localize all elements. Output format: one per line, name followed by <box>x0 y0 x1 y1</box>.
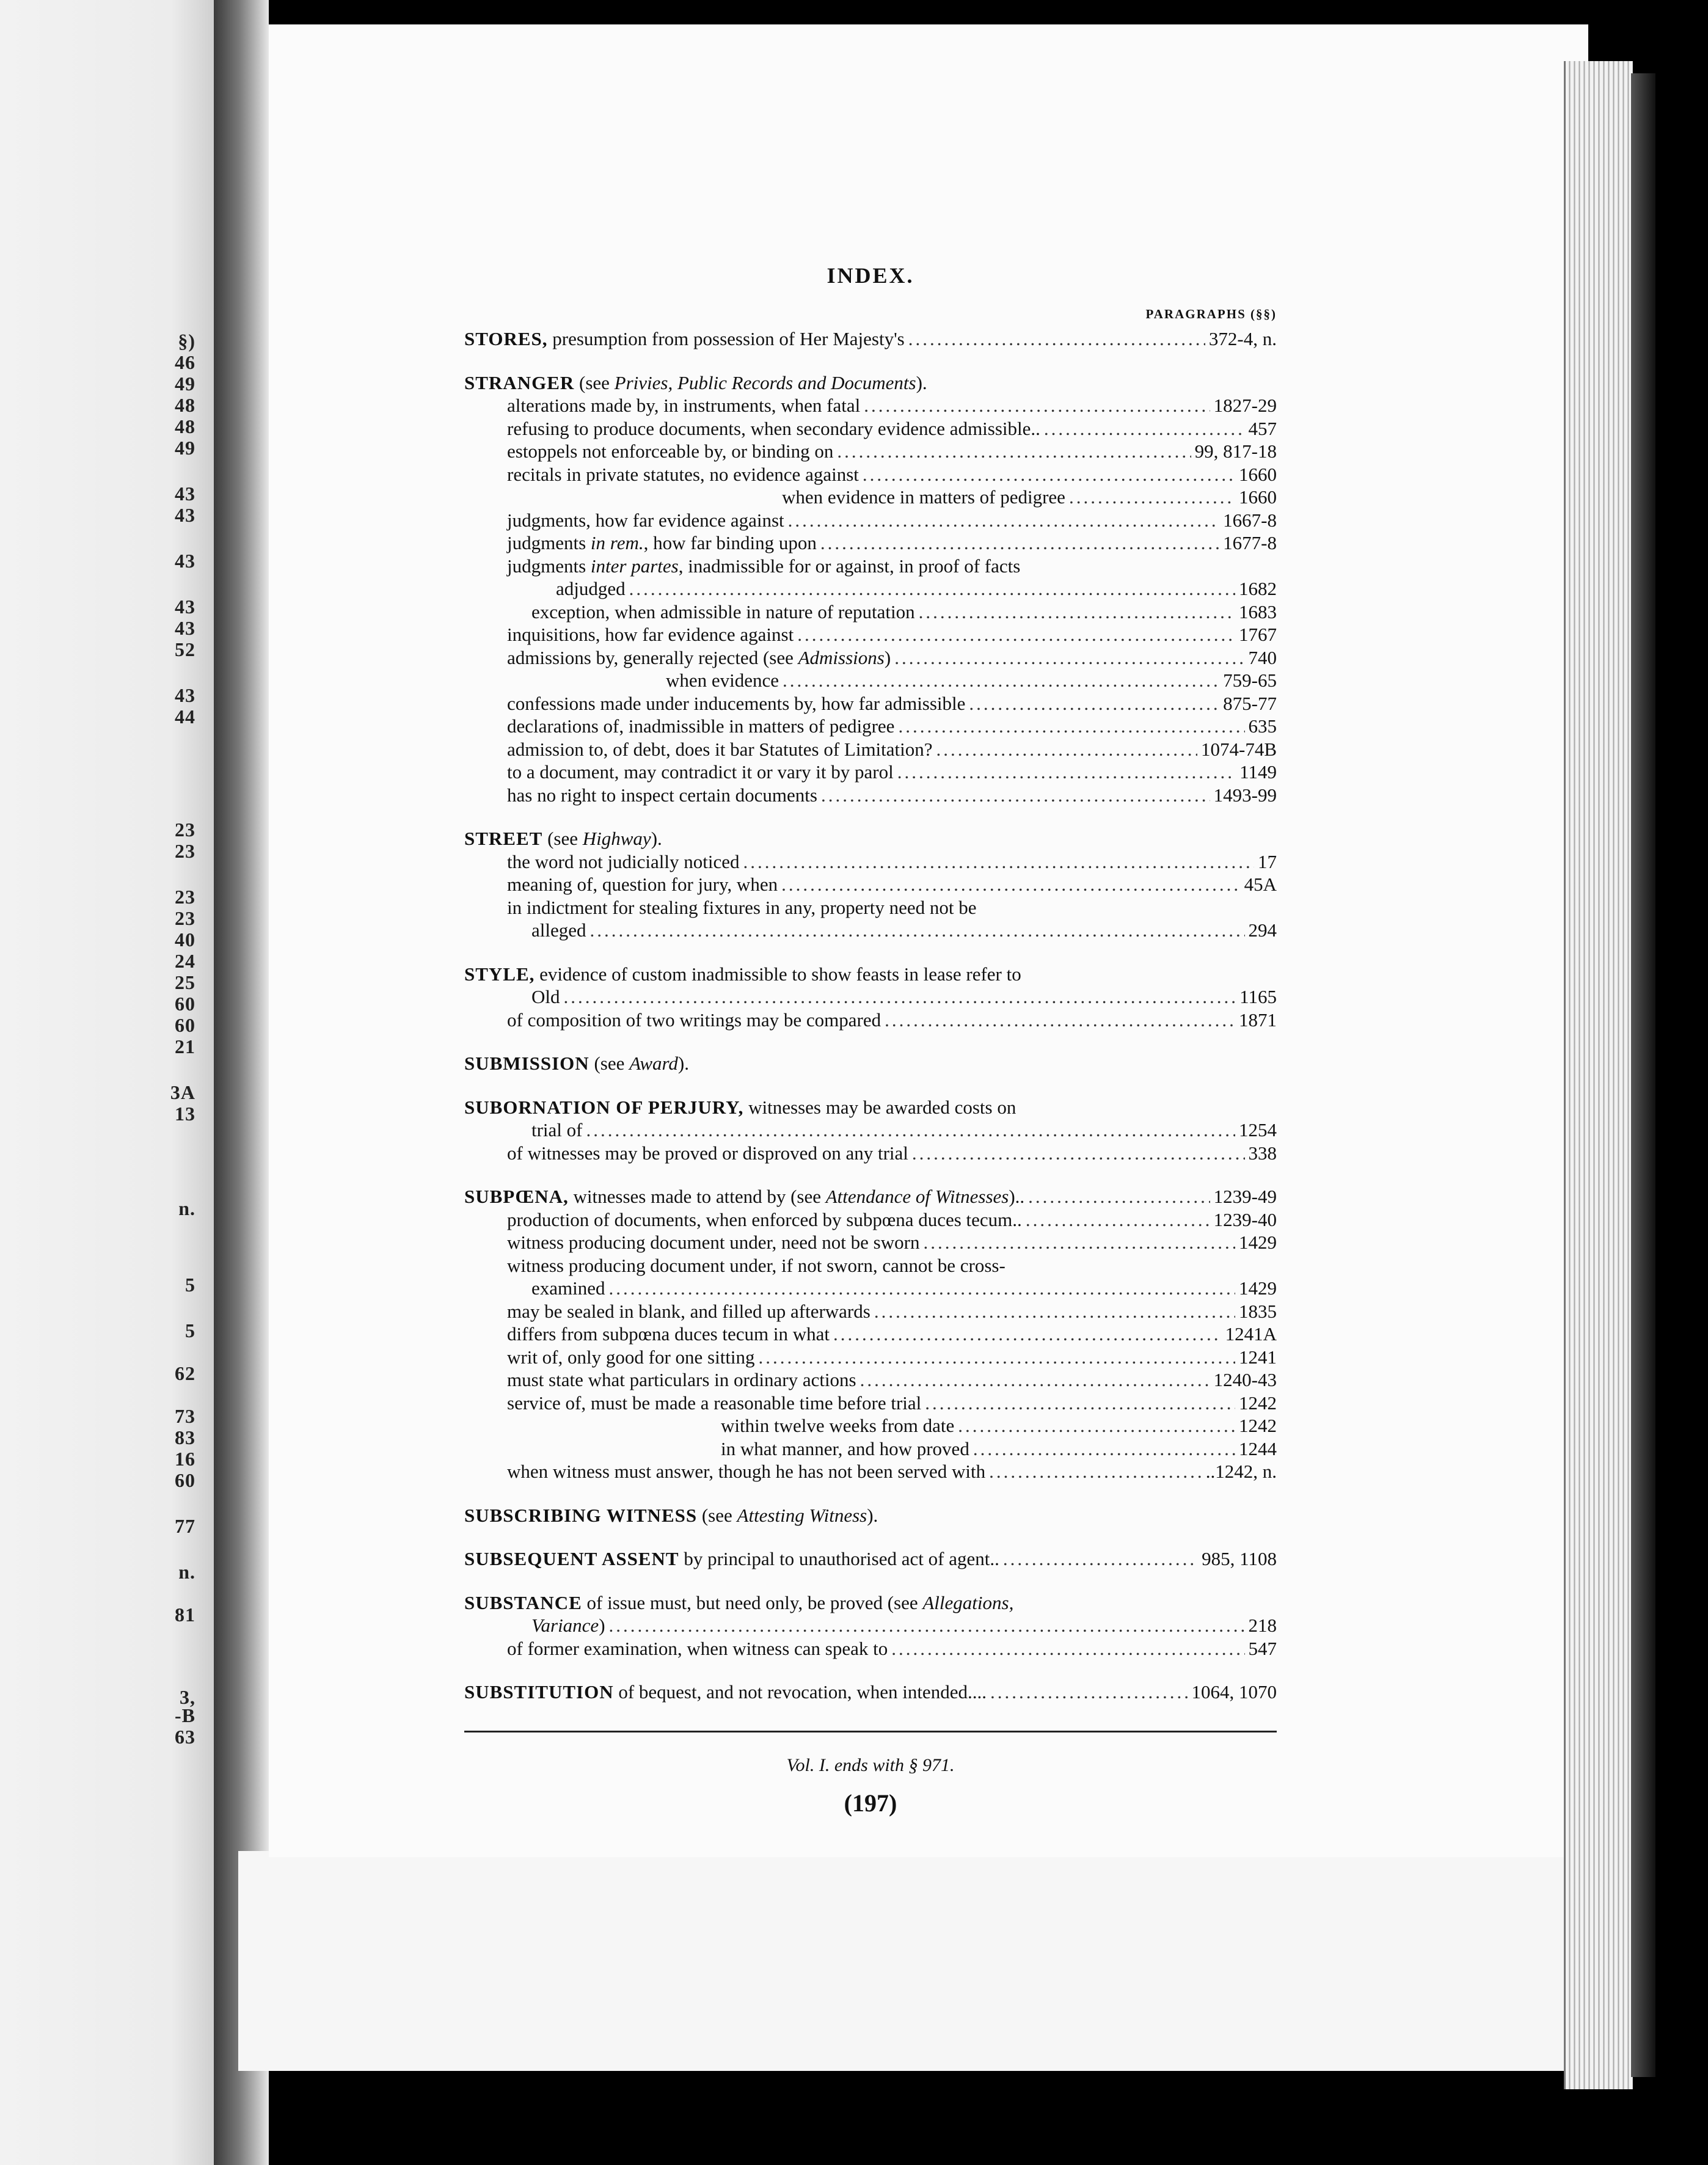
left-page-fragment: 77 <box>175 1515 195 1537</box>
entry-text: witness producing document under, need not be sworn <box>507 1232 920 1253</box>
left-page-fragment: 62 <box>175 1362 195 1384</box>
paragraph-reference: 1871 <box>1239 1009 1277 1031</box>
book-gutter <box>214 0 269 2165</box>
paragraph-reference: 1493-99 <box>1213 784 1277 806</box>
index-entry <box>464 827 1277 942</box>
entry-subline <box>464 1437 1277 1461</box>
paragraph-reference: 457 <box>1248 417 1277 439</box>
paragraph-reference: 1677-8 <box>1223 532 1277 553</box>
dot-leader <box>609 1277 1235 1300</box>
entry-subline <box>464 1346 1277 1369</box>
dot-leader <box>783 669 1219 692</box>
paragraph-reference: 1682 <box>1239 578 1277 599</box>
left-page-fragment: -B <box>175 1704 195 1726</box>
entry-subline <box>464 1231 1277 1254</box>
left-page-fragment: 25 <box>175 971 195 993</box>
entry-subline <box>464 440 1277 463</box>
entry-text: production of documents, when enforced by subpœna duces tecum.. <box>507 1208 1022 1230</box>
entry-subline <box>464 784 1277 807</box>
paragraph-reference: 17 <box>1258 850 1277 872</box>
entry-text: recitals in private statutes, no evidence against <box>507 463 859 485</box>
left-page-fragment: 46 <box>175 351 195 373</box>
entry-subline <box>464 601 1277 624</box>
entry-text: when evidence in matters of pedigree <box>782 486 1065 508</box>
entry-text: SUBSCRIBING WITNESS (see Attesting Witness). <box>464 1504 878 1526</box>
left-page-fragment: 73 <box>175 1405 195 1427</box>
paragraph-reference: 875-77 <box>1223 692 1277 714</box>
dot-leader <box>833 1323 1222 1346</box>
paragraph-reference: 1660 <box>1239 486 1277 508</box>
page-number: (197) <box>844 1789 897 1817</box>
entry-text: admission to, of debt, does it bar Statutes of Limitation? <box>507 738 933 760</box>
entry-subline <box>464 1323 1277 1346</box>
dot-leader <box>891 1637 1244 1660</box>
entry-text: differs from subpœna duces tecum in what <box>507 1323 830 1345</box>
left-page-fragment: 52 <box>175 638 195 660</box>
paragraph-reference: 45A <box>1244 874 1277 895</box>
paragraph-reference: 1667-8 <box>1223 509 1277 531</box>
entry-subline <box>464 850 1277 874</box>
dot-leader <box>936 738 1197 761</box>
entry-subline <box>464 715 1277 738</box>
entry-heading-line <box>464 1547 1277 1571</box>
dot-leader <box>586 1119 1236 1142</box>
entry-subline <box>464 985 1277 1009</box>
index-entry <box>464 371 1277 807</box>
entry-text: Variance) <box>531 1615 605 1636</box>
entry-subline <box>464 486 1277 509</box>
entry-heading-line <box>464 1591 1277 1615</box>
dot-leader <box>923 1231 1235 1254</box>
entry-subline <box>464 1614 1277 1637</box>
entry-text: inquisitions, how far evidence against <box>507 624 794 645</box>
left-page-fragment: §) <box>178 330 195 352</box>
entry-text: STORES, presumption from possession of Her Majesty's <box>464 328 905 349</box>
paragraph-reference: 1827-29 <box>1213 395 1277 416</box>
entry-text: meaning of, question for jury, when <box>507 874 778 895</box>
paragraph-reference: 547 <box>1248 1637 1277 1659</box>
dot-leader <box>908 327 1205 351</box>
index-entry <box>464 327 1277 351</box>
paragraph-reference: 1074-74B <box>1201 738 1277 760</box>
entry-subline <box>464 509 1277 532</box>
dot-leader <box>898 715 1244 738</box>
dot-leader <box>897 761 1236 784</box>
left-page-fragment: 49 <box>175 437 195 459</box>
dot-leader <box>885 1009 1235 1032</box>
paragraph-reference: 1165 <box>1239 986 1277 1007</box>
left-page-fragment: 43 <box>175 617 195 639</box>
entry-subline <box>464 1119 1277 1142</box>
dot-leader <box>609 1614 1245 1637</box>
dot-leader <box>781 873 1241 896</box>
paragraph-reference: 1239-49 <box>1213 1186 1277 1207</box>
entry-text: of witnesses may be proved or disproved on any trial <box>507 1142 908 1164</box>
entry-text: when witness must answer, though he has not been served with <box>507 1461 986 1482</box>
entry-subline <box>464 1277 1277 1300</box>
paragraphs-column-label: PARAGRAPHS (§§) <box>1145 307 1277 321</box>
paragraph-reference: 985, 1108 <box>1202 1548 1277 1569</box>
paragraph-reference: 1242 <box>1239 1415 1277 1436</box>
left-page-fragment: 3A <box>170 1081 195 1103</box>
entry-text: within twelve weeks from date <box>721 1415 955 1436</box>
left-page-fragment: 63 <box>175 1726 195 1748</box>
entry-subline <box>464 873 1277 896</box>
paragraph-reference: 1835 <box>1239 1300 1277 1322</box>
dot-leader <box>629 577 1235 601</box>
dot-leader <box>590 919 1245 942</box>
left-page-fragment: 23 <box>175 840 195 862</box>
entry-subline <box>464 669 1277 692</box>
left-page-fragment: 5 <box>185 1320 195 1342</box>
paragraph-reference: 1064, 1070 <box>1191 1681 1277 1703</box>
left-page-fragment: 43 <box>175 504 195 526</box>
left-page-fragment: 60 <box>175 993 195 1015</box>
paragraph-reference: 1241A <box>1225 1323 1277 1345</box>
left-page-fragment: 16 <box>175 1448 195 1470</box>
dot-leader <box>989 1460 1202 1483</box>
entry-subline <box>464 919 1277 942</box>
paragraph-reference: 1429 <box>1239 1232 1277 1253</box>
dot-leader <box>1044 417 1245 440</box>
dot-leader <box>990 1681 1188 1704</box>
entry-text: SUBSTITUTION of bequest, and not revocation, when intended.... <box>464 1681 987 1703</box>
left-page-fragment: 24 <box>175 950 195 972</box>
paragraph-reference: 759-65 <box>1223 670 1277 691</box>
entry-text: of former examination, when witness can speak to <box>507 1637 888 1659</box>
entry-subline <box>464 623 1277 646</box>
entry-heading-line <box>464 1096 1277 1119</box>
dot-leader <box>743 850 1254 874</box>
entry-subline <box>464 1460 1277 1483</box>
entry-text: trial of <box>531 1119 583 1141</box>
paragraph-reference: 1239-40 <box>1213 1208 1277 1230</box>
entry-heading-line <box>464 327 1277 351</box>
dot-leader <box>820 531 1219 555</box>
dot-leader <box>1028 1185 1210 1208</box>
entry-subline <box>464 1414 1277 1437</box>
entry-text: exception, when admissible in nature of reputation <box>531 601 915 622</box>
index-entry <box>464 1504 1277 1527</box>
entry-text: SUBSTANCE of issue must, but need only, be proved (see Allegations, <box>464 1591 1014 1613</box>
entry-subline <box>464 1254 1277 1277</box>
entry-subline <box>464 577 1277 601</box>
entry-text: of composition of two writings may be compared <box>507 1009 881 1031</box>
left-page-fragment: 44 <box>175 706 195 728</box>
paragraph-reference: 1149 <box>1239 761 1277 783</box>
entry-subline <box>464 555 1277 578</box>
entry-text: writ of, only good for one sitting <box>507 1346 755 1368</box>
entry-subline <box>464 761 1277 784</box>
index-entry <box>464 1547 1277 1571</box>
left-page-fragment: 13 <box>175 1103 195 1125</box>
dot-leader <box>788 509 1220 532</box>
entry-text: has no right to inspect certain documents <box>507 784 817 806</box>
entry-text: to a document, may contradict it or vary it by parol <box>507 761 894 783</box>
entry-subline <box>464 417 1277 440</box>
paragraph-reference: 1683 <box>1239 601 1277 622</box>
left-page-fragment: 49 <box>175 373 195 395</box>
entry-heading-line <box>464 371 1277 395</box>
entry-text: declarations of, inadmissible in matters of pedigree <box>507 715 895 737</box>
paragraph-reference: 294 <box>1248 919 1277 941</box>
dot-leader <box>973 1437 1235 1461</box>
entry-text: admissions by, generally rejected (see Admissions) <box>507 646 891 668</box>
dot-leader <box>863 463 1235 486</box>
entry-text: STREET (see Highway). <box>464 828 662 849</box>
entry-heading-line <box>464 1504 1277 1527</box>
volume-note: Vol. I. ends with § 971. <box>786 1755 955 1775</box>
entry-text: SUBORNATION OF PERJURY, witnesses may be awarded costs on <box>464 1096 1016 1118</box>
entry-heading-line <box>464 827 1277 850</box>
paragraph-reference: ..1242, n. <box>1205 1461 1277 1482</box>
dot-leader <box>958 1414 1235 1437</box>
left-page-fragment: 5 <box>185 1274 195 1296</box>
dot-leader <box>860 1368 1210 1392</box>
entry-text: alleged <box>531 919 586 941</box>
entry-text: service of, must be made a reasonable time before trial <box>507 1392 922 1414</box>
dot-leader <box>925 1392 1235 1415</box>
entry-subline <box>464 394 1277 417</box>
entry-subline <box>464 1368 1277 1392</box>
entry-text: alterations made by, in instruments, when fatal <box>507 395 861 416</box>
left-page-fragment: 43 <box>175 550 195 572</box>
entry-subline <box>464 463 1277 486</box>
running-title: INDEX. <box>827 263 914 288</box>
entry-text: STYLE, evidence of custom inadmissible to show feasts in lease refer to <box>464 963 1021 985</box>
entry-text: may be sealed in blank, and filled up afterwards <box>507 1300 870 1322</box>
paragraph-reference: 372-4, n. <box>1208 328 1277 349</box>
left-page-fragment: 23 <box>175 907 195 929</box>
entry-text: judgments in rem., how far binding upon <box>507 532 817 553</box>
dot-leader <box>894 646 1244 670</box>
left-page-fragment: 23 <box>175 886 195 908</box>
dot-leader <box>969 692 1219 715</box>
left-page-fragment: n. <box>178 1197 195 1219</box>
entry-text: the word not judicially noticed <box>507 850 740 872</box>
entry-subline <box>464 1392 1277 1415</box>
paragraph-reference: 635 <box>1248 715 1277 737</box>
entry-subline <box>464 531 1277 555</box>
entry-text: adjudged <box>556 578 626 599</box>
paragraph-reference: 1767 <box>1239 624 1277 645</box>
entry-subline <box>464 646 1277 670</box>
entry-text: refusing to produce documents, when secondary evidence admissible.. <box>507 417 1040 439</box>
dot-leader <box>564 985 1236 1009</box>
page-edges <box>1564 61 1633 2089</box>
entry-text: in what manner, and how proved <box>721 1437 969 1459</box>
dot-leader <box>797 623 1235 646</box>
left-page-fragment: 60 <box>175 1469 195 1491</box>
index-entry <box>464 1096 1277 1165</box>
dot-leader <box>864 394 1210 417</box>
entry-subline <box>464 1009 1277 1032</box>
left-page-fragment: 81 <box>175 1604 195 1626</box>
left-page-fragment: 48 <box>175 415 195 437</box>
entry-text: Old <box>531 986 560 1007</box>
dot-leader <box>919 601 1235 624</box>
index-entry <box>464 963 1277 1032</box>
entry-text: SUBPŒNA, witnesses made to attend by (see Attendance of Witnesses).. <box>464 1186 1025 1207</box>
index-entry <box>464 1591 1277 1660</box>
paragraph-reference: 1254 <box>1239 1119 1277 1141</box>
index-entry <box>464 1681 1277 1704</box>
left-page-fragment: 23 <box>175 819 195 841</box>
entry-heading-line <box>464 1185 1277 1208</box>
index-entry <box>464 1052 1277 1075</box>
paragraph-reference: 1241 <box>1239 1346 1277 1368</box>
dot-leader <box>837 440 1191 463</box>
left-page-fragment: 3, <box>180 1686 195 1708</box>
entry-text: judgments, how far evidence against <box>507 509 784 531</box>
left-page-fragment: 60 <box>175 1014 195 1036</box>
entry-text: judgments inter partes, inadmissible for or against, in proof of facts <box>507 555 1021 577</box>
entry-subline <box>464 896 1277 919</box>
left-page-fragment: 43 <box>175 684 195 706</box>
paragraph-reference: 740 <box>1248 646 1277 668</box>
entry-heading-line <box>464 963 1277 986</box>
paragraph-reference: 1429 <box>1239 1277 1277 1299</box>
entry-subline <box>464 1637 1277 1660</box>
dot-leader <box>1026 1208 1210 1232</box>
paragraph-reference: 1244 <box>1239 1437 1277 1459</box>
dot-leader <box>1003 1547 1198 1571</box>
paragraph-reference: 1242 <box>1239 1392 1277 1414</box>
entry-text: when evidence <box>666 670 779 691</box>
entry-text: confessions made under inducements by, how far admissible <box>507 692 966 714</box>
index-entry <box>464 1185 1277 1483</box>
index-entries <box>464 327 1277 1725</box>
entry-subline <box>464 1142 1277 1165</box>
left-page-fragment: 40 <box>175 929 195 951</box>
entry-heading-line <box>464 1681 1277 1704</box>
paragraph-reference: 338 <box>1248 1142 1277 1164</box>
dot-leader <box>821 784 1210 807</box>
dot-leader <box>912 1142 1245 1165</box>
entry-text: SUBSEQUENT ASSENT by principal to unauthorised act of agent.. <box>464 1548 999 1569</box>
entry-text: must state what particulars in ordinary actions <box>507 1369 856 1390</box>
entry-subline <box>464 692 1277 715</box>
entry-subline <box>464 1300 1277 1323</box>
left-facing-page <box>0 0 214 2165</box>
entry-text: SUBMISSION (see Award). <box>464 1053 689 1074</box>
entry-text: estoppels not enforceable by, or binding on <box>507 440 834 462</box>
entry-subline <box>464 1208 1277 1232</box>
left-page-fragment: 48 <box>175 394 195 416</box>
paragraph-reference: 1660 <box>1239 463 1277 485</box>
entry-subline <box>464 738 1277 761</box>
entry-text: witness producing document under, if not sworn, cannot be cross- <box>507 1254 1005 1276</box>
page-edge-shadow <box>1631 73 1655 2077</box>
left-page-fragment: 83 <box>175 1426 195 1448</box>
entry-text: in indictment for stealing fixtures in any, property need not be <box>507 896 977 918</box>
page-bottom-margin <box>238 1851 1594 2071</box>
entry-heading-line <box>464 1052 1277 1075</box>
dot-leader <box>874 1300 1235 1323</box>
paragraph-reference: 1240-43 <box>1213 1369 1277 1390</box>
footer-rule <box>464 1731 1277 1732</box>
left-page-fragment: 21 <box>175 1035 195 1057</box>
entry-text: STRANGER (see Privies, Public Records and Documents). <box>464 371 927 393</box>
left-page-fragment: 43 <box>175 596 195 618</box>
paragraph-reference: 218 <box>1248 1615 1277 1636</box>
paragraph-reference: 99, 817-18 <box>1194 440 1277 462</box>
left-page-fragment: n. <box>178 1561 195 1583</box>
entry-text: examined <box>531 1277 605 1299</box>
dot-leader <box>1069 486 1235 509</box>
left-page-fragment: 43 <box>175 483 195 505</box>
dot-leader <box>759 1346 1235 1369</box>
